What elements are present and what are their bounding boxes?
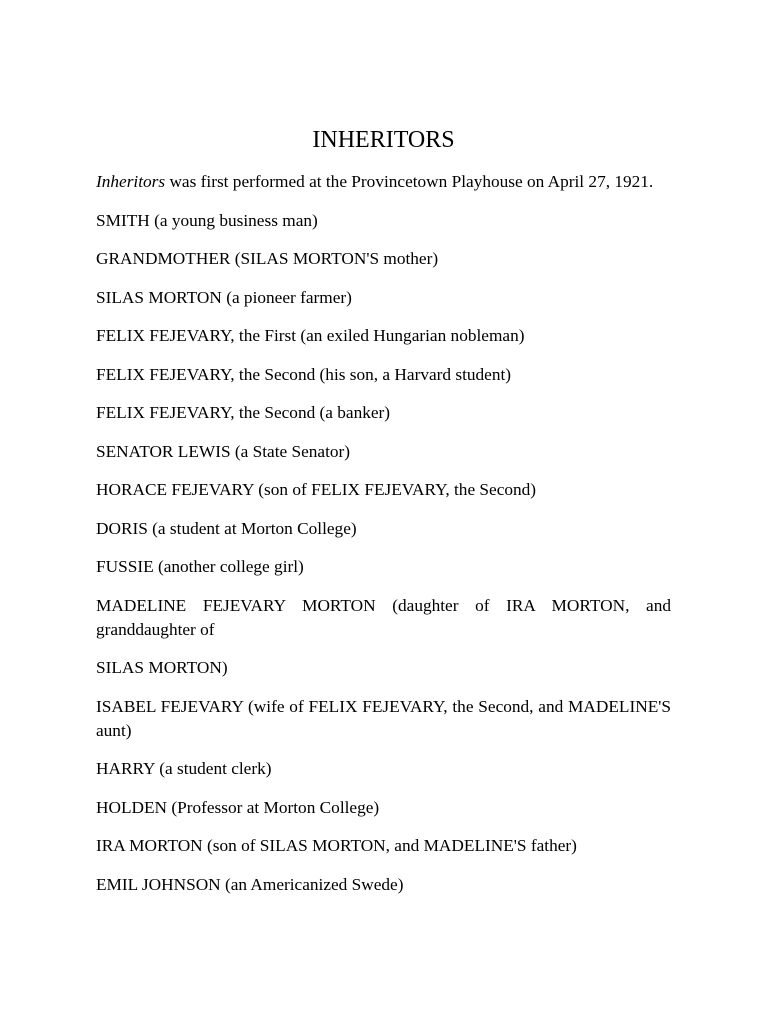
character-entry: FELIX FEJEVARY, the Second (a banker): [96, 403, 391, 422]
character-entry: SENATOR LEWIS (a State Senator): [96, 441, 351, 461]
intro-text: was first performed at the Provincetown Playhouse on April 27, 1921.: [165, 172, 654, 191]
character-entry: IRA MORTON (son of SILAS MORTON, and MADELINE'S father): [96, 836, 577, 855]
character-entry: SMITH (a young business man): [96, 210, 318, 230]
document-page: [96, 124, 671, 911]
character-entry: HOLDEN (Professor at Morton College): [96, 797, 380, 817]
document-title: INHERITORS: [312, 127, 455, 153]
character-entry: ISABEL FEJEVARY (wife of FELIX FEJEVARY, the Second, and MADELINE'S aunt): [96, 696, 671, 740]
character-entry: HORACE FEJEVARY (son of FELIX FEJEVARY, the Second): [96, 480, 537, 499]
character-entry: SILAS MORTON): [96, 658, 228, 677]
character-entry: GRANDMOTHER (SILAS MORTON'S mother): [96, 249, 439, 268]
character-entry: SILAS MORTON (a pioneer farmer): [96, 287, 352, 307]
character-entry: FELIX FEJEVARY, the Second (his son, a Harvard student): [96, 364, 512, 384]
character-entry: EMIL JOHNSON (an Americanized Swede): [96, 874, 404, 894]
intro-paragraph: [96, 170, 671, 194]
character-entry: FELIX FEJEVARY, the First (an exiled Hungarian nobleman): [96, 326, 525, 345]
character-entry: DORIS (a student at Morton College): [96, 518, 357, 538]
character-entry: FUSSIE (another college girl): [96, 557, 304, 576]
play-name: Inheritors: [96, 172, 166, 191]
character-entry: HARRY (a student clerk): [96, 759, 272, 778]
character-entry: MADELINE FEJEVARY MORTON (daughter of IRA MORTON, and granddaughter of: [96, 595, 671, 639]
character-list: [96, 209, 671, 897]
